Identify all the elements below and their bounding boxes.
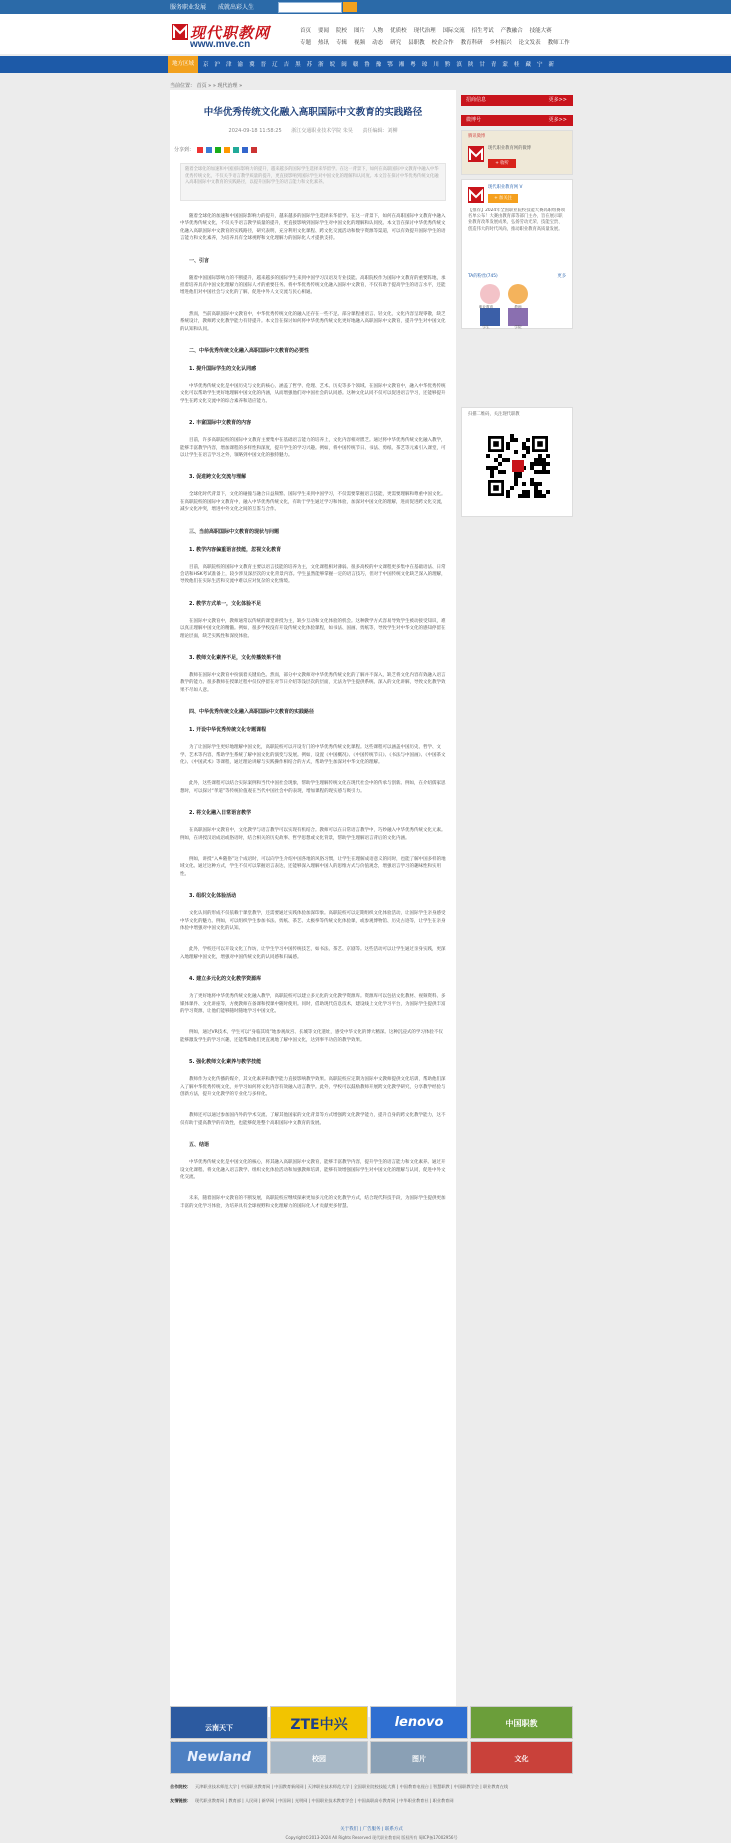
sidebar-head-weibo-label: 微博号 bbox=[466, 117, 482, 123]
section-heading: 三、当前高职国际中文教育的现状与问题 bbox=[189, 528, 280, 535]
share-tencent-icon[interactable] bbox=[224, 147, 230, 153]
article-paragraph: 中华优秀传统文化是中国文化的核心，将其融入高职国际中文教育，能够丰富教学内容，提升学生的语言能力和文化素养。通过开设文化课程、将文化融入语言教学、组织文化体验活动和加强教师培训，能够有效增强国际学生对中国文化的理解与认同，促进中外文化交流。 bbox=[180, 1160, 446, 1180]
region-item-7[interactable]: 吉 bbox=[283, 62, 290, 68]
ad-banner-3[interactable] bbox=[370, 1706, 468, 1739]
share-douban-icon[interactable] bbox=[233, 147, 239, 153]
article-meta bbox=[170, 127, 456, 134]
sina-follow-button[interactable]: + 加关注 bbox=[488, 194, 518, 203]
region-item-8[interactable]: 黑 bbox=[295, 62, 301, 68]
region-item-11[interactable]: 皖 bbox=[329, 62, 336, 68]
nav-item-secondary-11[interactable]: 教师工作 bbox=[547, 40, 570, 46]
region-item-19[interactable]: 琼 bbox=[421, 62, 428, 68]
logo-text[interactable]: 现代职教网 bbox=[190, 24, 271, 42]
footer-partner-row bbox=[170, 1784, 573, 1790]
tencent-weibo-name[interactable]: 现代职业教育网的微博 bbox=[488, 146, 531, 151]
article-paragraph: 教师还可以通过参加国内外的学术交流、了解其他国家的文化背景等方式增强跨文化教学能力，提升自身的跨文化教学能力，这不仅有助于提高教学的有效性，也能够促进整个高职国际中文教育的发展。 bbox=[180, 1113, 446, 1126]
article-panel bbox=[170, 90, 456, 1717]
ad-banner-2[interactable] bbox=[270, 1706, 368, 1739]
region-item-28[interactable]: 藏 bbox=[525, 62, 531, 68]
nav-item-10[interactable]: 技能大赛 bbox=[529, 28, 552, 34]
logo-url[interactable]: www.mve.cn bbox=[190, 39, 251, 50]
share-wechat-icon[interactable] bbox=[215, 147, 221, 153]
subsection-heading: 3. 组织文化体验活动 bbox=[189, 893, 237, 900]
region-item-30[interactable]: 新 bbox=[548, 62, 554, 68]
subsection-heading: 2. 丰富国际中文教育的内容 bbox=[189, 420, 252, 427]
subsection-heading: 1. 提升国际学生的文化认同感 bbox=[189, 366, 257, 372]
share-renren-icon[interactable] bbox=[242, 147, 248, 153]
article-paragraph: 教师作为文化传播的媒介，其文化素养和教学能力直接影响教学效果。高职院校应定期为国际中文教师提供文化培训，帮助他们深入了解中华优秀传统文化，并学习如何将文化内容有效融入语言教学。此外，学校可以鼓励教师开展跨文化教学研究，分享教学经验与创新方法，提升文化教学的专业化与多样化。 bbox=[180, 1077, 446, 1097]
region-item-1[interactable]: 沪 bbox=[214, 62, 221, 68]
region-item-15[interactable]: 豫 bbox=[375, 62, 382, 68]
article-paragraph: 在国际中文教育中，教师通常以传统的课堂讲授为主，缺少互动和文化体验的机会。这种教学方式容易导致学生被动接受知识，难以真正理解中国文化的精髓。例如，很多学校没有开设传统文化体验课程，如书法、国画、剪纸等，导致学生对中华文化的感知停留在理论层面，缺乏实践性和深度体验。 bbox=[180, 618, 446, 639]
subsection-heading: 5. 强化教师文化素养与教学技能 bbox=[189, 1059, 262, 1066]
sidebar-head-ads-more[interactable]: 更多>> bbox=[548, 97, 567, 103]
ad-banner-5[interactable] bbox=[170, 1741, 268, 1774]
top-link-life[interactable]: 成就出彩人生 bbox=[218, 4, 255, 11]
nav-item-secondary-3[interactable]: 视频 bbox=[354, 40, 366, 46]
nav-item-secondary-2[interactable]: 专辑 bbox=[336, 40, 348, 46]
region-item-2[interactable]: 津 bbox=[226, 62, 232, 68]
tencent-weibo-card bbox=[461, 130, 573, 175]
region-item-9[interactable]: 苏 bbox=[306, 62, 313, 68]
article-editor: 责任编辑：刘柳 bbox=[362, 128, 398, 134]
article-paragraph: 此外，学校还可以开设文化工作坊，让学生学习中国传统技艺，如书法、茶艺、京剧等。这些活动可以让学生通过亲身实践，更深入地理解中国文化，增强对中国传统文化的认同感和归属感。 bbox=[180, 947, 446, 960]
sidebar-head-ads-label: 招商信息 bbox=[466, 97, 487, 103]
nav-item-secondary-1[interactable]: 热讯 bbox=[318, 40, 330, 46]
nav-item-secondary-10[interactable]: 论文发表 bbox=[518, 40, 541, 46]
region-item-27[interactable]: 桂 bbox=[513, 62, 520, 68]
article-paragraph: 为了让国际学生更好地理解中国文化，高职院校可以开设专门的中华优秀传统文化课程。这些课程可以涵盖中国历史、哲学、文学、艺术等内容，帮助学生系统了解中国文化的演变与发展。例如，设置《中国概况》、《中国传统节日》、《书法与中国画》、《中国茶文化》、《中国武术》等课程，通过理论讲解与实践操作相结合的方式，帮助学生加深对中华文化的理解。 bbox=[180, 745, 446, 765]
region-item-17[interactable]: 湘 bbox=[398, 62, 405, 68]
region-item-20[interactable]: 川 bbox=[433, 62, 439, 68]
region-item-6[interactable]: 辽 bbox=[272, 62, 278, 68]
section-heading: 二、中华优秀传统文化融入高职国际中文教育的必要性 bbox=[189, 348, 310, 354]
article-paragraph: 例如，讲授“入乡随俗”这个成语时，可以向学生介绍中国各地的风俗习惯，让学生在理解成语意义的同时，也能了解中国多样的地域文化。通过这种方式，学生不仅可以掌握语言表达，还能够深入理解中国人的思维方式与价值观念，增强语言学习的趣味性和实用性。 bbox=[180, 857, 446, 877]
region-item-12[interactable]: 闽 bbox=[341, 62, 347, 68]
nav-item-0[interactable]: 首页 bbox=[300, 28, 312, 34]
footer-partner-links[interactable]: 天津职业技术师范大学 | 中国职业教育网 | 中国教育新闻网 | 天津职业技术师范大学 | 全国职业院校技能大赛 | 中国教育电视台 | 智慧职教 | 中国职教学会 | 职业教育在线 bbox=[194, 1784, 509, 1789]
region-item-25[interactable]: 青 bbox=[490, 62, 497, 68]
region-item-23[interactable]: 陕 bbox=[467, 62, 474, 68]
ad-banner-7[interactable] bbox=[370, 1741, 468, 1774]
nav-item-secondary-4[interactable]: 动态 bbox=[372, 40, 384, 46]
sina-weibo-post: 【推荐】2024年全国职业院校技能大赛高职组赛项名单公布！大赛由教育部等部门主办，旨在展示职业教育改革发展成果，弘扬劳动光荣、技能宝贵、创造伟大的时代风尚，推动职业教育高质量发展。 bbox=[468, 208, 565, 232]
top-link-career[interactable]: 服务职业发展 bbox=[170, 4, 207, 11]
region-item-14[interactable]: 鲁 bbox=[364, 62, 370, 68]
fan-name-4: 学院 bbox=[514, 325, 522, 329]
share-qzone-icon[interactable] bbox=[206, 147, 212, 153]
article-paragraph: 目前，许多高职院校的国际中文教育主要集中在基础语言能力的培养上，文化内容相对匮乏。通过将中华优秀传统文化融入教学，能够丰富教学内容，增加课程的多样性和深度，提升学生的学习兴趣。例如，将中国传统节日、书法、剪纸、茶艺等元素引入课堂，可以让学生在语言学习之外，领略到中国文化的独特魅力。 bbox=[180, 438, 446, 458]
footer-friend-label: 友情链接： bbox=[170, 1798, 191, 1803]
nav-item-5[interactable]: 优质校 bbox=[390, 28, 407, 34]
share-weibo-icon[interactable] bbox=[197, 147, 203, 153]
article-paragraph: 目前，高职院校的国际中文教育主要以语言技能的培养为主，文化课程相对薄弱。很多高校的中文课程更多集中在基础语法、日常会话和HSK考试准备上，较少涉及深层次的文化背景内容。学生虽然能够掌握一定的语言技巧，但对于中国传统文化缺乏深入的理解，导致他们在实际生活和交流中难以应对复杂的文化情境。 bbox=[180, 564, 446, 585]
subsection-heading: 1. 开设中华优秀传统文化专题课程 bbox=[189, 727, 267, 734]
fan-name-3: 学生 bbox=[482, 325, 490, 329]
article-paragraph: 为了更好地将中华优秀传统文化融入教学，高职院校可以建立多元化的文化教学资源库。资源库可以包括文化教材、视频资料、多媒体课件、文化讲座等，方便教师在备课和授课中随时使用。同时，借助现代信息技术，建设线上文化学习平台，为国际学生提供丰富的学习资源，让他们能够随时随地学习中国文化。 bbox=[180, 994, 446, 1014]
qr-label: 扫描二维码，关注现代职教 bbox=[468, 412, 520, 417]
fan-avatar-1[interactable] bbox=[480, 284, 500, 304]
nav-item-2[interactable]: 院校 bbox=[336, 28, 348, 34]
tencent-weibo-label: 腾讯微博 bbox=[468, 134, 486, 139]
region-item-3[interactable]: 渝 bbox=[237, 62, 244, 68]
section-heading: 五、结语 bbox=[189, 1142, 210, 1149]
region-item-4[interactable]: 冀 bbox=[249, 62, 255, 68]
footer-friend-links[interactable]: 现代职业教育网 | 教育部 | 人民网 | 新华网 | 中国网 | 光明网 | 中国职业技术教育学会 | 中国高职高专教育网 | 中华职业教育社 | 职业教育网 bbox=[194, 1798, 454, 1803]
nav-item-4[interactable]: 人物 bbox=[372, 28, 384, 34]
ad-banner-1-label: 云南天下 bbox=[205, 1724, 233, 1732]
ad-banner-8[interactable] bbox=[470, 1741, 573, 1774]
article-paragraph: 随着中国国际影响力的不断提升，越来越多的国际学生来到中国学习汉语及专业技能。高职院校作为国际中文教育的重要阵地，承担着培养具有中国文化理解力的国际人才的重要任务。将中华优秀传统文化融入国际中文教育，不仅有助于提高学生的语言水平，还能增进他们对中国社会与文化的了解，促进中外人文交流与民心相通。 bbox=[180, 275, 446, 296]
article-title: 中华优秀传统文化融入高职国际中文教育的实践路径 bbox=[203, 107, 423, 118]
ad-banner-5-label: Newland bbox=[187, 1750, 251, 1765]
fan-avatar-3[interactable] bbox=[480, 308, 500, 326]
nav-item-secondary-7[interactable]: 校企合作 bbox=[431, 40, 454, 46]
region-item-13[interactable]: 赣 bbox=[352, 62, 359, 68]
sina-weibo-card bbox=[461, 179, 573, 329]
nav-item-secondary-5[interactable]: 研究 bbox=[390, 40, 402, 46]
subsection-heading: 2. 将文化融入日常语言教学 bbox=[189, 810, 252, 817]
fan-name-1: 职业教育 bbox=[478, 305, 494, 309]
nav-item-secondary-9[interactable]: 乡村振兴 bbox=[489, 40, 512, 46]
article-paragraph: 中华优秀传统文化是中国历史与文化的核心，涵盖了哲学、伦理、艺术、历史等多个领域。在国际中文教育中，融入中华优秀传统文化可以帮助学生更好地理解中国文化的内涵，从而增强他们对中国社会的认同感。这种文化认同不仅可以促进语言学习，还能够提升学生在跨文化交流中的综合素养和适应能力。 bbox=[180, 384, 446, 404]
ad-banner-3-label: lenovo bbox=[394, 1715, 444, 1730]
breadcrumb[interactable]: 当前位置： 首页 » » 现代治理 » bbox=[170, 83, 243, 89]
article-paragraph: 在高职国际中文教育中，文化教学与语言教学可以实现有机结合。教师可以在日常语言教学中，巧妙融入中华优秀传统文化元素。例如，在讲授汉语成语或俗语时，结合相关的历史故事、哲学思想或文化背景，帮助学生理解语言背后的文化内涵。 bbox=[180, 828, 446, 841]
fan-avatar-4[interactable] bbox=[508, 308, 528, 326]
subsection-heading: 1. 教学内容偏重语言技能，忽视文化教育 bbox=[189, 546, 282, 553]
article-summary: 随着全球化的加速和中国国际影响力的提升，越来越多的国际学生选择来华留学。在这一背景下，如何在高职国际中文教育中融入中华优秀传统文化，不仅关乎语言教学质量的提升，更直接影响到国际学生对中国文化的理解和认同度。本文旨在探讨中华优秀传统文化融入高职国际中文教育的实践路径，以提升国际学生的语言能力和文化素养。 bbox=[180, 163, 446, 201]
sidebar bbox=[461, 95, 573, 445]
top-search-button[interactable] bbox=[343, 2, 357, 12]
footer-about-links[interactable]: 关于我们 | 广告服务 | 联系方式 bbox=[340, 1827, 403, 1832]
sidebar-head-weibo bbox=[461, 115, 573, 126]
article-paragraph: 全球化时代背景下，文化的碰撞与融合日益频繁。国际学生来到中国学习，不仅需要掌握语言技能，更需要理解和尊重中国文化。在高职院校的国际中文教育中，融入中华优秀传统文化，有助于学生通过学习和体验，加深对中国文化的理解，进而促进跨文化交流，减少文化冲突，增进中外文化之间的互鉴与合作。 bbox=[180, 492, 446, 513]
sidebar-head-ads bbox=[461, 95, 573, 106]
nav-item-3[interactable]: 图片 bbox=[354, 28, 366, 34]
sidebar-head-weibo-more[interactable]: 更多>> bbox=[548, 117, 567, 123]
article-source: 浙江交通职业技术学院 朱昊 bbox=[291, 128, 353, 134]
sina-logo-icon bbox=[468, 186, 484, 204]
nav-item-9[interactable]: 产教融合 bbox=[500, 28, 523, 34]
region-item-18[interactable]: 粤 bbox=[410, 62, 416, 68]
region-item-24[interactable]: 甘 bbox=[479, 62, 485, 68]
ad-banner-2-label: ZTE中兴 bbox=[290, 1717, 348, 1733]
nav-item-1[interactable]: 要闻 bbox=[318, 28, 330, 34]
region-item-16[interactable]: 鄂 bbox=[387, 62, 393, 68]
article-date: 2024-09-18 11:58:25 bbox=[228, 128, 282, 134]
nav-item-8[interactable]: 招生考试 bbox=[471, 28, 494, 34]
ad-banner-6-label: 校园 bbox=[312, 1755, 326, 1763]
subsection-heading: 4. 建立多元化的文化教学资源库 bbox=[189, 976, 262, 983]
section-heading: 四、中华优秀传统文化融入高职国际中文教育的实践路径 bbox=[189, 709, 315, 716]
fan-avatar-2[interactable] bbox=[508, 284, 528, 304]
share-label: 分享到： bbox=[174, 147, 195, 153]
footer bbox=[170, 1826, 573, 1841]
site-header bbox=[0, 14, 731, 54]
article-paragraph: 教师在国际中文教育中扮演着关键角色。然而，部分中文教师对中华优秀传统文化的了解并不深入，缺乏将文化内容有效融入语言教学的能力。很多教师在授课过程中仅仅停留在对节日介绍等浅层次的层面，无法为学生提供系统、深入的文化讲解，导致文化教学效果不尽如人意。 bbox=[180, 673, 446, 693]
sina-weibo-name[interactable]: 现代职业教育网 V bbox=[488, 185, 523, 190]
fans-label: TA的粉丝(745) bbox=[468, 274, 498, 279]
region-item-22[interactable]: 滇 bbox=[456, 62, 462, 68]
article-paragraph: 随着全球化的加速和中国国际影响力的提升，越来越多的国际学生选择来华留学。在这一背景下，如何在高职国际中文教育中融入中华优秀传统文化，不仅关乎语言教学质量的提升，更直接影响到国际学生对中国文化的理解和认同度。本文旨在探讨中华优秀传统文化融入高职国际中文教育的实践路径，研究表明，充分利用文化课程、跨文化交流活动和数字资源等渠道，可以有效提升国际学生的语言能力和文化素养，为培养具有全球视野和文化理解力的国际化人才提供支持。 bbox=[180, 214, 446, 242]
article-paragraph: 文化认同的形成不仅依赖于课堂教学，还需要通过实践体验加深印象。高职院校可以定期组织文化体验活动，让国际学生亲身感受中华文化的魅力。例如，可以组织学生参加书法、剪纸、茶艺、太极拳等传统文化体验课，或参观博物馆、历史古迹等，让学生在亲身体验中增强对中国文化的认知。 bbox=[180, 911, 446, 931]
region-item-21[interactable]: 黔 bbox=[444, 62, 451, 68]
ad-banner-8-label: 文化 bbox=[514, 1755, 529, 1763]
ad-banner-7-label: 图片 bbox=[412, 1755, 426, 1763]
fans-more-link[interactable]: 更多 bbox=[557, 274, 566, 279]
qr-code-icon bbox=[486, 434, 550, 498]
region-item-29[interactable]: 宁 bbox=[536, 62, 543, 68]
region-item-10[interactable]: 浙 bbox=[318, 62, 324, 68]
fan-name-2: 教师 bbox=[514, 305, 522, 309]
ad-banner-4-label: 中国职教 bbox=[505, 1719, 538, 1728]
article-paragraph: 未来，随着国际中文教育的不断发展，高职院校应继续探索更加多元化的文化教学方式，结合现代科技手段，为国际学生提供更加丰富的文化学习体验，为培养具有全球视野和文化理解力的国际化人才贡献更多智慧。 bbox=[180, 1196, 446, 1209]
region-item-26[interactable]: 蒙 bbox=[502, 62, 508, 68]
main-nav-row-2 bbox=[300, 38, 577, 46]
nav-item-secondary-8[interactable]: 教育科研 bbox=[460, 40, 483, 46]
ad-banner-6[interactable] bbox=[270, 1741, 368, 1774]
ad-banner-1[interactable] bbox=[170, 1706, 268, 1739]
section-heading: 一、引言 bbox=[189, 257, 210, 264]
main-nav-row-1 bbox=[300, 26, 559, 34]
region-item-5[interactable]: 晋 bbox=[260, 62, 267, 68]
article-paragraph: 例如，通过VR技术，学生可以“身临其境”地参观故宫、长城等文化遗址，感受中华文化的博大精深。这种沉浸式的学习体验不仅能够激发学生的学习兴趣，还能帮助他们更直观地了解中国文化，达到事半功倍的教学效果。 bbox=[180, 1030, 443, 1043]
qr-card bbox=[461, 407, 573, 517]
nav-item-6[interactable]: 现代治理 bbox=[413, 28, 436, 34]
logo-icon[interactable] bbox=[172, 22, 188, 42]
weibo-logo-icon bbox=[468, 145, 484, 163]
region-item-0[interactable]: 京 bbox=[203, 62, 209, 68]
share-more-icon[interactable] bbox=[251, 147, 257, 153]
nav-item-7[interactable]: 国际交流 bbox=[442, 28, 465, 34]
article-paragraph: 此外，这些课程可以结合实际案例和当代中国社会现象，帮助学生理解传统文化在现代社会中的传承与创新。例如，在介绍儒家思想时，可以探讨“孝道”等传统价值观在当代中国社会中的表现，增加课程的现实感与吸引力。 bbox=[180, 781, 446, 794]
region-tag[interactable]: 地方区域 bbox=[168, 56, 198, 73]
nav-item-secondary-6[interactable]: 县职教 bbox=[408, 40, 425, 46]
article-paragraph: 然而，当前高职国际中文教育中，中华优秀传统文化的融入还存在一些不足。部分课程重语言、轻文化，文化内容呈现零散，缺乏系统设计，教师跨文化教学能力有待提升。本文旨在探讨如何将中华优秀传统文化更好地融入高职国际中文教育，提升学生对中国文化的认知和认同。 bbox=[180, 311, 446, 332]
footer-friend-row bbox=[170, 1798, 573, 1804]
share-row bbox=[174, 146, 257, 153]
nav-item-secondary-0[interactable]: 专题 bbox=[300, 40, 312, 46]
subsection-heading: 3. 教师文化素养不足，文化传播效果不佳 bbox=[189, 655, 282, 661]
footer-copyright: Copyright©2013-2024 All Rights Reserved 现代职业教育网 版权所有 蜀ICP备17002956号 bbox=[285, 1835, 458, 1840]
top-bar bbox=[0, 0, 731, 14]
subsection-heading: 3. 促进跨文化交流与理解 bbox=[189, 474, 247, 481]
follow-button[interactable]: + 收听 bbox=[488, 159, 516, 168]
footer-partner-label: 合作院校： bbox=[170, 1784, 191, 1789]
ad-banner-4[interactable] bbox=[470, 1706, 573, 1739]
region-items bbox=[203, 60, 560, 68]
subsection-heading: 2. 教学方式单一，文化体验不足 bbox=[189, 600, 262, 607]
top-search-input[interactable] bbox=[278, 2, 342, 13]
